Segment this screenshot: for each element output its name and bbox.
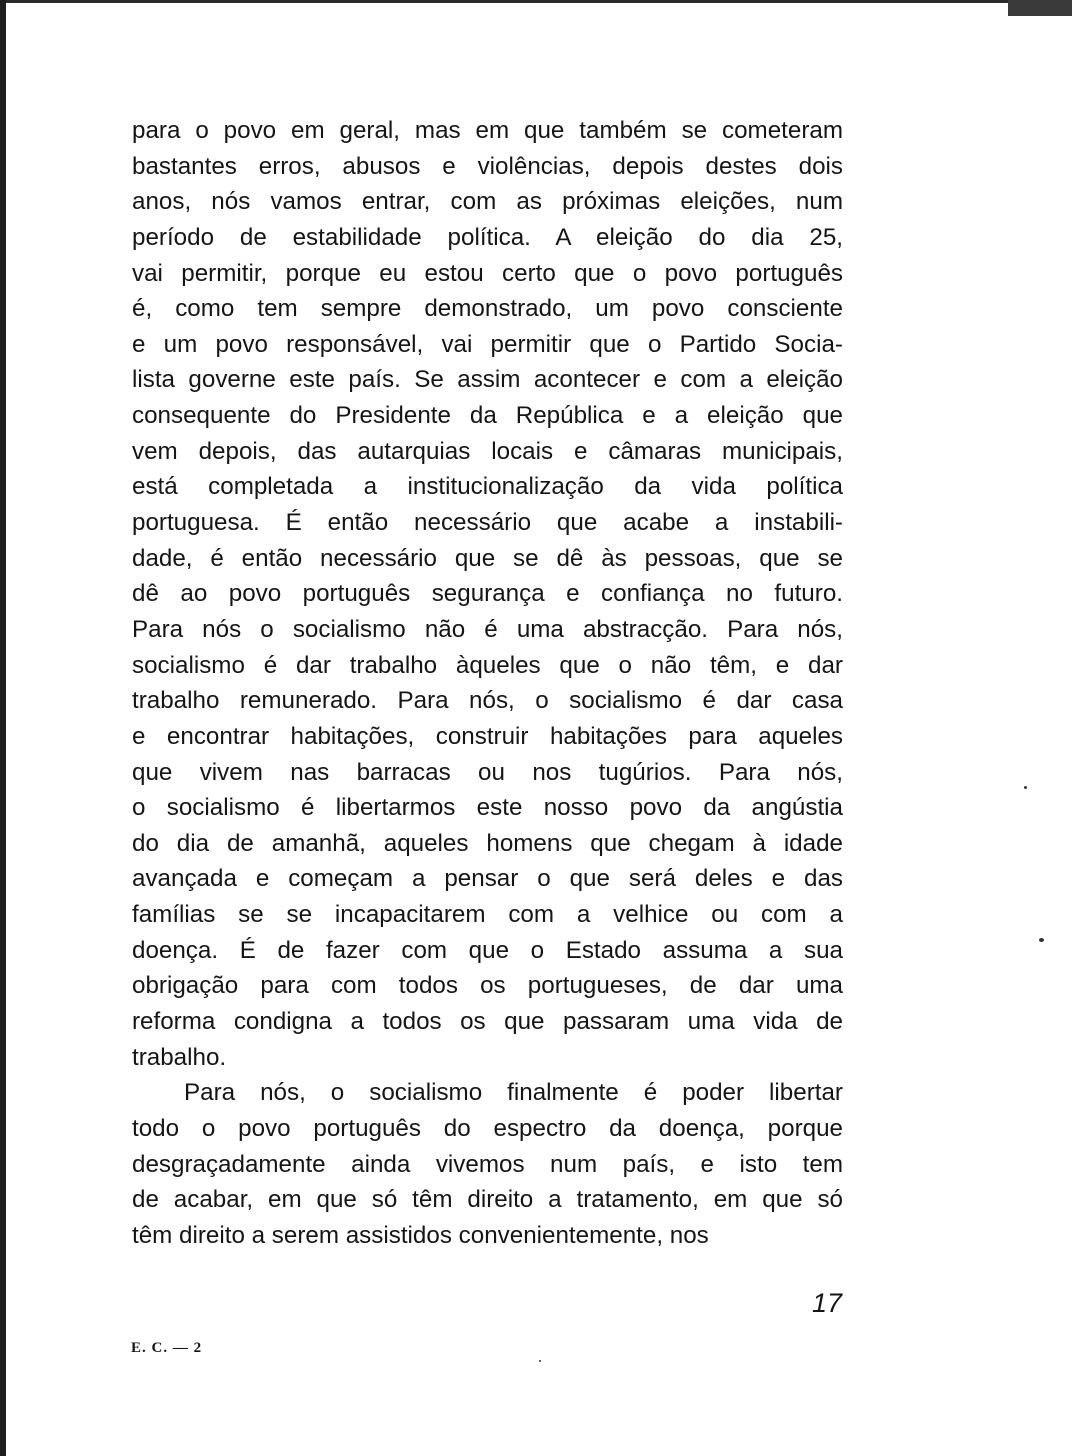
- text-line: todo o povo português do espectro da doença, porque: [132, 1114, 843, 1142]
- text-line: portuguesa. É então necessário que acabe a instabili-: [132, 509, 843, 537]
- text-line: o socialismo é libertarmos este nosso povo da angústia: [132, 794, 843, 822]
- text-line: vem depois, das autarquias locais e câmaras municipais,: [132, 437, 843, 465]
- text-line: obrigação para com todos os portugueses, de dar uma: [132, 972, 843, 1000]
- text-line: socialismo é dar trabalho àqueles que o não têm, e dar: [132, 651, 843, 679]
- text-line: anos, nós vamos entrar, com as próximas eleições, num: [132, 188, 843, 216]
- text-line: que vivem nas barracas ou nos tugúrios. Para nós,: [132, 758, 843, 786]
- scan-speck: [1039, 938, 1044, 942]
- scan-speck: [539, 1360, 541, 1362]
- text-line: para o povo em geral, mas em que também se cometeram: [132, 117, 843, 144]
- text-line: vai permitir, porque eu estou certo que o povo português: [132, 259, 843, 287]
- text-line: e encontrar habitações, construir habitações para aqueles: [132, 722, 843, 750]
- signature-mark: E. C. — 2: [131, 1340, 203, 1356]
- text-line: é, como tem sempre demonstrado, um povo consciente: [132, 295, 843, 323]
- text-line: lista governe este país. Se assim acontecer e com a eleição: [132, 366, 843, 394]
- text-line: trabalho.: [132, 1043, 227, 1071]
- text-line: doença. É de fazer com que o Estado assuma a sua: [132, 936, 843, 964]
- text-line: do dia de amanhã, aqueles homens que chegam à idade: [132, 829, 843, 857]
- text-line: dade, é então necessário que se dê às pessoas, que se: [132, 544, 843, 572]
- text-line: desgraçadamente ainda vivemos num país, e isto tem: [132, 1150, 843, 1178]
- page-left-edge: [0, 0, 6, 1456]
- text-line: reforma condigna a todos os que passaram uma vida de: [132, 1008, 843, 1036]
- text-line: período de estabilidade política. A eleição do dia 25,: [132, 223, 843, 251]
- text-line: trabalho remunerado. Para nós, o socialismo é dar casa: [132, 687, 843, 715]
- text-line: famílias se se incapacitarem com a velhice ou com a: [132, 901, 843, 929]
- text-line: consequente do Presidente da República e a eleição que: [132, 402, 843, 430]
- text-line: de acabar, em que só têm direito a tratamento, em que só: [132, 1186, 843, 1214]
- text-line: bastantes erros, abusos e violências, depois destes dois: [132, 152, 843, 180]
- scan-speck: [1024, 786, 1027, 789]
- text-line: dê ao povo português segurança e confiança no futuro.: [132, 580, 843, 608]
- text-line: têm direito a serem assistidos convenientemente, nos: [132, 1221, 709, 1249]
- text-line: está completada a institucionalização da vida política: [132, 473, 843, 501]
- text-line: Para nós, o socialismo finalmente é poder libertar: [184, 1079, 843, 1107]
- text-line: Para nós o socialismo não é uma abstracção. Para nós,: [132, 615, 843, 643]
- page-number: 17: [811, 1288, 842, 1318]
- paragraph: [132, 113, 843, 1075]
- paragraph: [132, 1075, 843, 1253]
- page-top-edge: [0, 0, 1072, 3]
- page-corner-shadow: [1008, 0, 1072, 16]
- body-text: [132, 113, 843, 1254]
- text-line: avançada e começam a pensar o que será deles e das: [132, 865, 843, 893]
- text-line: e um povo responsável, vai permitir que o Partido Socia-: [132, 330, 843, 358]
